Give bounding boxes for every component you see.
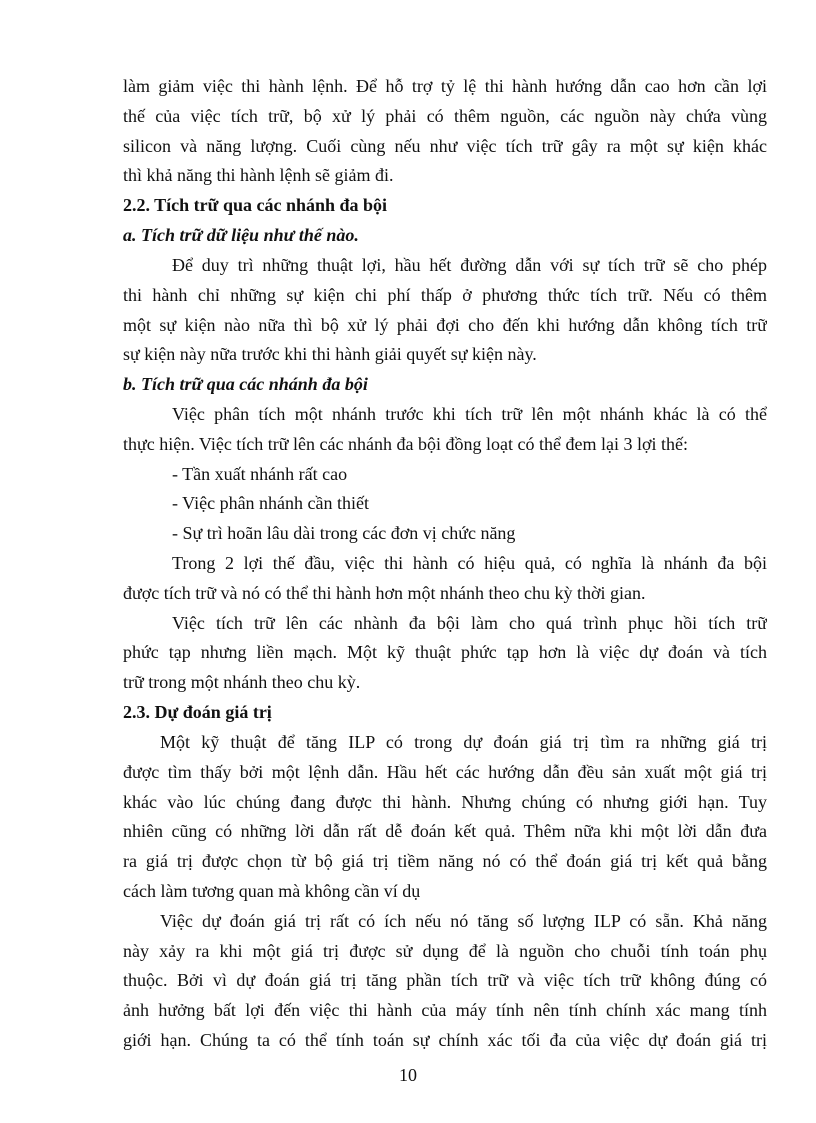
- text-line: cách làm tương quan mà không cần ví dụ: [123, 881, 421, 901]
- text-line: Việc tích trữ lên các nhành đa bội làm cho quá trình phục hồi tích trữ: [172, 613, 767, 633]
- list-item: - Việc phân nhánh cần thiết: [172, 493, 370, 513]
- text-line: thì khả năng thi hành lệnh sẽ giảm đi.: [123, 165, 394, 185]
- list-item: - Tần xuất nhánh rất cao: [172, 464, 348, 484]
- text-line: Một kỹ thuật để tăng ILP có trong dự đoán giá trị tìm ra những giá trị: [160, 732, 767, 752]
- text-line: làm giảm việc thi hành lệnh. Để hỗ trợ tỷ lệ thi hành hướng dẫn cao hơn cần lợi: [123, 76, 767, 96]
- text-line: Việc phân tích một nhánh trước khi tích trữ lên một nhánh khác là có thể: [172, 404, 767, 424]
- text-line: khác vào lúc chúng đang được thi hành. Nhưng chúng có nhưng giới hạn. Tuy: [123, 792, 767, 812]
- text-line: Để duy trì những thuật lợi, hầu hết đường dẫn với sự tích trữ sẽ cho phép: [172, 255, 767, 275]
- section-heading: 2.2. Tích trữ qua các nhánh đa bội: [123, 195, 388, 215]
- text-line: được tìm thấy bởi một lệnh dẫn. Hầu hết các hướng dẫn đều sản xuất một giá trị: [123, 762, 767, 782]
- text-line: ảnh hưởng bất lợi đến việc thi hành của máy tính nên tính chính xác mang tính: [123, 1000, 767, 1020]
- text-line: ra giá trị được chọn từ bộ giá trị tiềm năng nó có thể đoán giá trị kết quả bằng: [123, 851, 767, 871]
- text-line: một sự kiện nào nữa thì bộ xử lý phải đợi cho đến khi hướng dẫn không tích trữ: [123, 315, 767, 335]
- text-line: trữ trong một nhánh theo chu kỳ.: [123, 672, 361, 692]
- text-line: thi hành chỉ những sự kiện chi phí thấp ở phương thức tích trữ. Nếu có thêm: [123, 285, 767, 305]
- text-line: thực hiện. Việc tích trữ lên các nhánh đa bội đồng loạt có thể đem lại 3 lợi thế:: [123, 434, 688, 454]
- text-line: sự kiện này nữa trước khi thi hành giải quyết sự kiện này.: [123, 344, 537, 364]
- section-heading: 2.3. Dự đoán giá trị: [123, 702, 272, 722]
- text-line: phức tạp nhưng liền mạch. Một kỹ thuật phức tạp hơn là việc dự đoán và tích: [123, 642, 767, 662]
- text-line: này xảy ra khi một giá trị được sử dụng để là nguồn cho chuỗi tính toán phụ: [123, 941, 767, 961]
- page-number: 10: [399, 1065, 417, 1085]
- text-line: thế của việc tích trữ, bộ xử lý phải có thêm nguồn, các nguồn này chứa vùng: [123, 106, 767, 126]
- text-line: giới hạn. Chúng ta có thể tính toán sự chính xác tối đa của việc dự đoán giá trị: [123, 1030, 767, 1050]
- text-line: được tích trữ và nó có thể thi hành hơn một nhánh theo chu kỳ thời gian.: [123, 583, 646, 603]
- text-line: Việc dự đoán giá trị rất có ích nếu nó tăng số lượng ILP có sẵn. Khả năng: [160, 911, 767, 931]
- text-line: nhiên cũng có những lời dẫn rất dễ đoán kết quả. Thêm nữa khi một lời dẫn đưa: [123, 821, 767, 841]
- subsection-heading: a. Tích trữ dữ liệu như thế nào.: [123, 225, 359, 245]
- subsection-heading: b. Tích trữ qua các nhánh đa bội: [123, 374, 368, 394]
- text-line: Trong 2 lợi thế đầu, việc thi hành có hiệu quả, có nghĩa là nhánh đa bội: [172, 553, 767, 573]
- text-line: thuộc. Bởi vì dự đoán giá trị tăng phần tích trữ và việc tích trữ không đúng có: [123, 970, 767, 990]
- text-line: silicon và năng lượng. Cuối cùng nếu như việc tích trữ gây ra một sự kiện khác: [123, 136, 767, 156]
- list-item: - Sự trì hoãn lâu dài trong các đơn vị chức năng: [172, 523, 516, 543]
